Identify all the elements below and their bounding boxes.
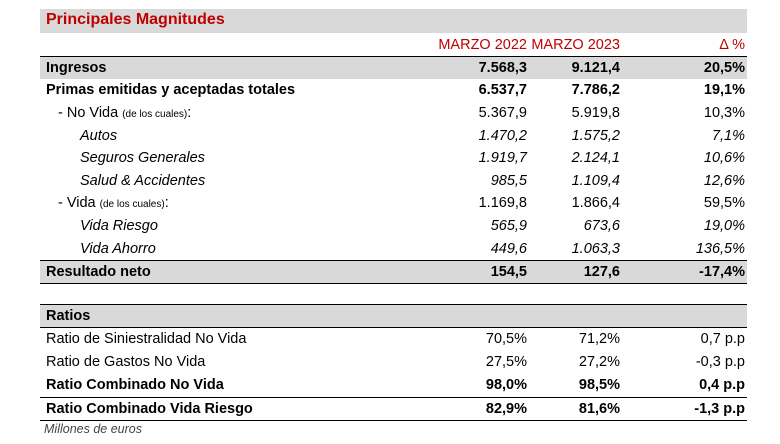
row-value-2023: 98,5% (578, 377, 620, 393)
table-row-vida-riesgo (40, 215, 747, 237)
table-bottom-rule (40, 420, 747, 421)
row-label-text: - No Vida (58, 105, 119, 121)
row-value-2022: 27,5% (485, 354, 527, 370)
row-value-delta: 7,1% (711, 128, 745, 144)
row-label: Vida Riesgo (80, 218, 158, 234)
row-value-2023: 27,2% (578, 354, 620, 370)
row-value-delta: 20,5% (703, 60, 745, 76)
row-value-2022: 70,5% (485, 331, 527, 347)
table-row-salud-accidentes (40, 170, 747, 192)
row-value-delta: 19,1% (703, 82, 745, 98)
row-value-delta: 10,6% (703, 150, 745, 166)
ratios-section-header (40, 305, 747, 327)
row-value-delta: 0,4 p.p (699, 377, 745, 393)
row-value-2022: 98,0% (485, 377, 527, 393)
row-value-2022: 5.367,9 (478, 105, 527, 121)
ratio-row-combinado-vida-riesgo (40, 398, 747, 420)
ratios-title: Ratios (46, 308, 91, 324)
row-label-note: (de los cuales) (122, 109, 188, 120)
row-value-2022: 565,9 (490, 218, 527, 234)
table-row-seguros-generales (40, 147, 747, 169)
row-value-delta: 59,5% (703, 195, 745, 211)
row-value-delta: -1,3 p.p (694, 401, 745, 417)
column-header-row (40, 34, 747, 56)
row-value-2023: 5.919,8 (571, 105, 620, 121)
table-row-resultado-neto (40, 261, 747, 283)
table-row-vida (40, 192, 747, 214)
row-value-2022: 6.537,7 (478, 82, 527, 98)
table-row-primas (40, 79, 747, 101)
table-row-autos (40, 125, 747, 147)
row-label: Vida Ahorro (80, 241, 156, 257)
table-title: Principales Magnitudes (46, 11, 225, 28)
row-value-2023: 1.109,4 (571, 173, 620, 189)
row-value-delta: 12,6% (703, 173, 745, 189)
table-row-ingresos (40, 57, 747, 79)
row-value-2023: 673,6 (583, 218, 620, 234)
row-value-2023: 81,6% (578, 401, 620, 417)
row-value-2023: 1.063,3 (571, 241, 620, 257)
row-label-text: - Vida (58, 195, 96, 211)
row-value-2022: 82,9% (485, 401, 527, 417)
row-value-2022: 7.568,3 (478, 60, 527, 76)
row-value-delta: 0,7 p.p (700, 331, 745, 347)
row-label-suffix: : (187, 105, 192, 121)
row-value-2023: 1.575,2 (571, 128, 620, 144)
row-value-2023: 71,2% (578, 331, 620, 347)
row-value-2023: 9.121,4 (571, 60, 620, 76)
row-value-2022: 154,5 (490, 264, 527, 280)
units-footnote: Millones de euros (44, 422, 142, 436)
row-value-2022: 985,5 (490, 173, 527, 189)
row-label (58, 102, 191, 126)
row-value-2022: 1.169,8 (478, 195, 527, 211)
resultado-bottom-rule (40, 283, 747, 284)
row-value-2022: 1.919,7 (478, 150, 527, 166)
row-value-2023: 127,6 (583, 264, 620, 280)
row-value-2023: 7.786,2 (571, 82, 620, 98)
row-value-2022: 1.470,2 (478, 128, 527, 144)
ratio-row-gastos (40, 351, 747, 373)
row-label: Autos (80, 128, 118, 144)
row-label: Ratio de Gastos No Vida (46, 354, 206, 370)
row-value-2023: 1.866,4 (571, 195, 620, 211)
row-label: Seguros Generales (80, 150, 205, 166)
row-value-delta: 19,0% (703, 218, 745, 234)
row-label: Ratio Combinado Vida Riesgo (46, 401, 253, 417)
row-value-delta: -0,3 p.p (695, 354, 745, 370)
ratio-row-siniestralidad (40, 328, 747, 350)
ratio-row-combinado-no-vida (40, 374, 747, 396)
row-label: Resultado neto (46, 264, 151, 280)
row-label-note: (de los cuales) (99, 199, 165, 210)
row-label: Salud & Accidentes (80, 173, 206, 189)
row-label: Ingresos (46, 60, 107, 76)
row-value-delta: 136,5% (695, 241, 745, 257)
row-value-delta: -17,4% (699, 264, 745, 280)
row-label: Ratio Combinado No Vida (46, 377, 224, 393)
row-label: Primas emitidas y aceptadas totales (46, 82, 296, 98)
column-header-delta: Δ % (719, 37, 745, 53)
row-label (58, 192, 169, 216)
table-title-bar (40, 9, 747, 33)
column-header-2022: MARZO 2022 (438, 37, 527, 53)
table-row-vida-ahorro (40, 238, 747, 260)
row-value-delta: 10,3% (703, 105, 745, 121)
row-label-suffix: : (164, 195, 169, 211)
row-label: Ratio de Siniestralidad No Vida (46, 331, 247, 347)
row-value-2023: 2.124,1 (571, 150, 620, 166)
row-value-2022: 449,6 (490, 241, 527, 257)
column-header-2023: MARZO 2023 (531, 37, 620, 53)
table-row-no-vida (40, 102, 747, 124)
